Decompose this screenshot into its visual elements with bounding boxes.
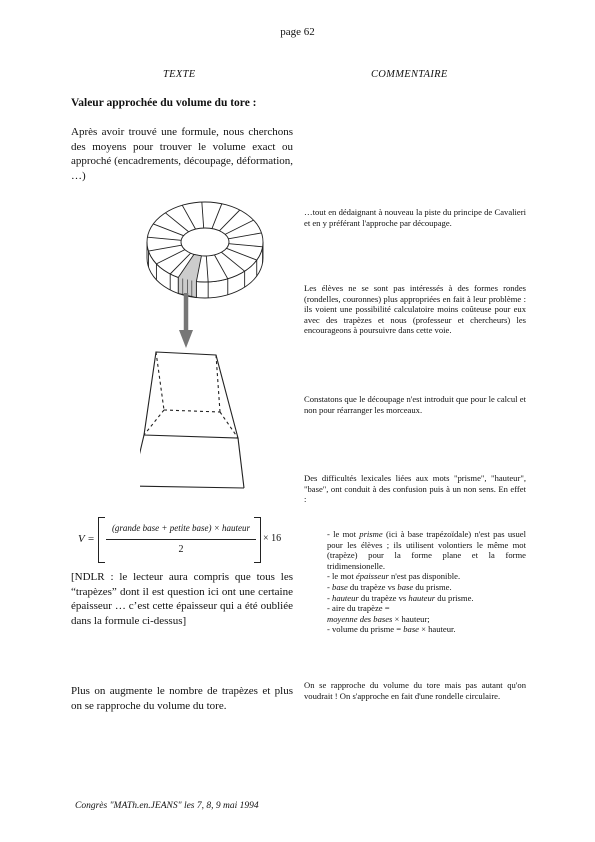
torus-drawing — [147, 202, 263, 298]
formula-left-bracket — [98, 517, 105, 563]
ndlr-note: [NDLR : le lecteur aura compris que tous les “trapèzes” dont il est question ici ont une certaine épaisseur … c’est cette épaisseur qui a été oubliée dans la formule ci-dessus] — [71, 571, 293, 627]
comment-lexical: Des difficultés lexicales liées aux mots "prisme", "hauteur", "base", ont conduit à des confusion puis à un non sens. En effet : — [304, 473, 526, 505]
formula-multiplier: × 16 — [263, 533, 282, 544]
list-item: - le mot prisme (ici à base trapézoïdale) n'est pas usuel pour les élèves ; ils utilisent volontiers le même mot (trapèze) pour la forme plane et la forme tridimensionelle. — [327, 529, 526, 571]
intro-paragraph: Après avoir trouvé une formule, nous cherchons des moyens pour trouver le volume exact ou approché (encadrements, découpage, déformation, …) — [71, 126, 293, 182]
comment-cavalieri: …tout en dédaignant à nouveau la piste du principe de Cavalieri et en y préférant l'approche par découpage. — [304, 207, 526, 228]
lexical-list — [327, 529, 526, 635]
comment-rondelle: On se rapproche du volume du tore mais pas autant qu'on voudrait ! On s'approche en fait d'une rondelle circulaire. — [304, 680, 526, 701]
prism-drawing — [140, 352, 244, 488]
list-item: moyenne des bases × hauteur; — [327, 613, 430, 624]
list-item: - base du trapèze vs base du prisme. — [327, 581, 452, 592]
list-item: - volume du prisme = base × hauteur. — [327, 624, 456, 635]
formula-fraction-bar — [106, 539, 256, 540]
list-item: - hauteur du trapèze vs hauteur du prisme. — [327, 592, 474, 603]
footer-citation: Congrès "MATh.en.JEANS" les 7, 8, 9 mai 1994 — [75, 801, 259, 811]
comment-shapes: Les élèves ne se sont pas intéressés à des formes rondes (rondelles, couronnes) plus appropriées en fait à leur problème : ils voient une possibilité calculatoire moins coûteuse pour eux avec des trapèzes et nous (professeur et chercheurs) les encourageons à poursuivre dans cette voie. — [304, 283, 526, 336]
volume-formula — [76, 517, 296, 567]
formula-lhs: V = — [78, 533, 95, 545]
section-heading: Valeur approchée du volume du tore : — [71, 97, 257, 109]
column-header-texte: TEXTE — [163, 69, 196, 80]
formula-right-bracket — [254, 517, 261, 563]
list-item: - le mot épaisseur n'est pas disponible. — [327, 571, 461, 582]
list-item: - aire du trapèze = — [327, 603, 390, 614]
page-number: page 62 — [280, 26, 315, 38]
extraction-arrow — [179, 293, 193, 348]
formula-numerator: (grande base + petite base) × hauteur — [111, 523, 251, 533]
torus-trapezoid-illustration — [140, 190, 300, 490]
comment-decoupage: Constatons que le découpage n'est introduit que pour le calcul et non pour réarranger les morceaux. — [304, 394, 526, 415]
conclusion-paragraph: Plus on augmente le nombre de trapèzes et plus on se rapproche du volume du tore. — [71, 685, 293, 712]
column-header-commentaire: COMMENTAIRE — [371, 69, 448, 80]
formula-denominator: 2 — [178, 544, 184, 555]
